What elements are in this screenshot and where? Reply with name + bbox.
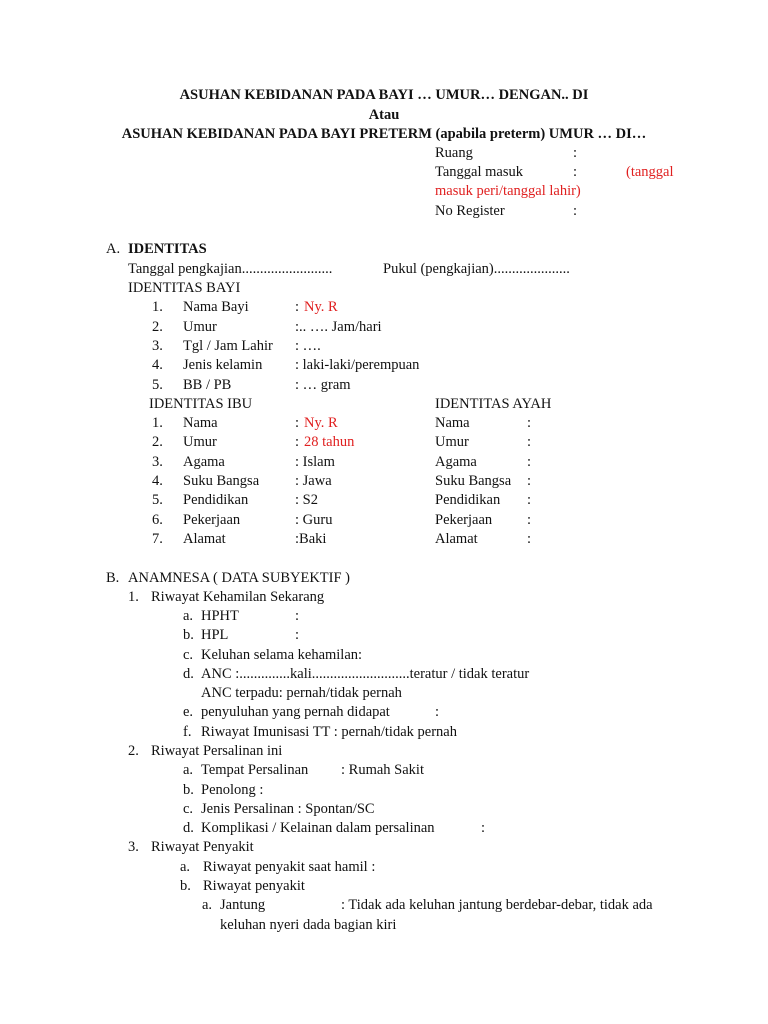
field-label: Pendidikan xyxy=(183,492,249,508)
document-subtitle: ASUHAN KEBIDANAN PADA BAYI PRETERM (apabila preterm) UMUR … DI… xyxy=(121,126,647,142)
ruang-colon: : xyxy=(573,145,578,161)
field-label: Pekerjaan xyxy=(435,512,493,528)
list-number: 2. xyxy=(152,434,163,450)
field-colon: : xyxy=(527,434,532,450)
suku-ibu-value: : Jawa xyxy=(295,473,332,489)
agama-ibu-value: : Islam xyxy=(295,454,335,470)
field-label: Pekerjaan xyxy=(183,512,241,528)
document-title: ASUHAN KEBIDANAN PADA BAYI … UMUR… DENGAN.. DI xyxy=(179,87,589,103)
section-b-title: ANAMNESA ( DATA SUBYEKTIF ) xyxy=(128,570,350,586)
riwayat-penyakit-title: Riwayat Penyakit xyxy=(151,839,254,855)
jantung-value-cont: keluhan nyeri dada bagian kiri xyxy=(220,917,397,933)
field-label: Umur xyxy=(183,434,217,450)
tanggal-pengkajian: Tanggal pengkajian......................... xyxy=(128,261,333,277)
field-colon: : xyxy=(295,627,300,643)
jantung-label: Jantung xyxy=(220,897,266,913)
list-letter: b. xyxy=(180,878,191,894)
field-label: Suku Bangsa xyxy=(435,473,512,489)
riwayat-kehamilan-title: Riwayat Kehamilan Sekarang xyxy=(151,589,325,605)
list-letter: e. xyxy=(183,704,194,720)
field-label: Pendidikan xyxy=(435,492,501,508)
title-separator: Atau xyxy=(368,107,400,123)
field-label: Suku Bangsa xyxy=(183,473,260,489)
list-number: 4. xyxy=(152,473,163,489)
list-letter: c. xyxy=(183,801,194,817)
jenis-persalinan-line: Jenis Persalinan : Spontan/SC xyxy=(201,801,375,817)
field-colon: : xyxy=(295,415,300,431)
field-label: Jenis kelamin xyxy=(183,357,263,373)
tempat-persalinan-value: : Rumah Sakit xyxy=(341,762,424,778)
jantung-value: : Tidak ada keluhan jantung berdebar-debar, tidak ada xyxy=(341,897,653,913)
field-colon: : xyxy=(435,704,440,720)
list-letter: a. xyxy=(180,859,191,875)
pukul-pengkajian: Pukul (pengkajian)..................... xyxy=(383,261,570,277)
list-number: 2. xyxy=(152,319,163,335)
list-letter: b. xyxy=(183,627,194,643)
tempat-persalinan-label: Tempat Persalinan xyxy=(201,762,309,778)
field-colon: : xyxy=(527,492,532,508)
field-colon: : xyxy=(295,608,300,624)
field-label: Nama Bayi xyxy=(183,299,249,315)
field-colon: : xyxy=(295,434,300,450)
list-number: 3. xyxy=(152,454,163,470)
field-label: Agama xyxy=(183,454,225,470)
hpl-label: HPL xyxy=(201,627,229,643)
field-label: Umur xyxy=(183,319,217,335)
no-register-colon: : xyxy=(573,203,578,219)
list-number: 3. xyxy=(128,839,139,855)
no-register-label: No Register xyxy=(435,203,505,219)
list-number: 5. xyxy=(152,492,163,508)
riwayat-penyakit-line: Riwayat penyakit xyxy=(203,878,305,894)
tanggal-masuk-note: (tanggal xyxy=(626,164,674,180)
field-colon: : xyxy=(527,531,532,547)
riwayat-persalinan-title: Riwayat Persalinan ini xyxy=(151,743,283,759)
field-label: Agama xyxy=(435,454,477,470)
identitas-ibu-heading: IDENTITAS IBU xyxy=(149,396,253,412)
list-letter: a. xyxy=(202,897,213,913)
umur-ibu-value: 28 tahun xyxy=(304,434,355,450)
komplikasi-line: Komplikasi / Kelainan dalam persalinan xyxy=(201,820,435,836)
ruang-label: Ruang xyxy=(435,145,473,161)
field-label: BB / PB xyxy=(183,377,232,393)
section-a-title: IDENTITAS xyxy=(128,241,207,257)
field-colon: : xyxy=(295,299,300,315)
list-number: 4. xyxy=(152,357,163,373)
list-number: 1. xyxy=(152,299,163,315)
field-label: Nama xyxy=(183,415,218,431)
list-letter: a. xyxy=(183,608,194,624)
field-label: Alamat xyxy=(183,531,226,547)
list-letter: c. xyxy=(183,647,194,663)
tanggal-masuk-colon: : xyxy=(573,164,578,180)
umur-bayi-value: :.. …. Jam/hari xyxy=(295,319,382,335)
field-colon: : xyxy=(481,820,486,836)
field-colon: : xyxy=(527,512,532,528)
list-letter: f. xyxy=(183,724,192,740)
tanggal-masuk-note-cont: masuk peri/tanggal lahir) xyxy=(435,183,581,199)
field-label: Alamat xyxy=(435,531,478,547)
bb-pb-value: : … gram xyxy=(295,377,351,393)
identitas-bayi-heading: IDENTITAS BAYI xyxy=(128,280,241,296)
tgl-lahir-value: : …. xyxy=(295,338,321,354)
list-letter: d. xyxy=(183,666,194,682)
nama-bayi-value: Ny. R xyxy=(304,299,338,315)
section-b-letter: B. xyxy=(106,570,120,586)
identitas-ayah-heading: IDENTITAS AYAH xyxy=(435,396,552,412)
list-number: 7. xyxy=(152,531,163,547)
field-label: Tgl / Jam Lahir xyxy=(183,338,273,354)
nama-ibu-value: Ny. R xyxy=(304,415,338,431)
penyakit-saat-hamil-line: Riwayat penyakit saat hamil : xyxy=(203,859,376,875)
section-a-letter: A. xyxy=(106,241,121,257)
list-number: 1. xyxy=(152,415,163,431)
hpht-label: HPHT xyxy=(201,608,239,624)
field-colon: : xyxy=(527,454,532,470)
alamat-ibu-value: :Baki xyxy=(295,531,327,547)
list-number: 3. xyxy=(152,338,163,354)
list-number: 6. xyxy=(152,512,163,528)
penolong-line: Penolong : xyxy=(201,782,264,798)
field-label: Umur xyxy=(435,434,469,450)
keluhan-kehamilan: Keluhan selama kehamilan: xyxy=(201,647,363,663)
jenis-kelamin-value: : laki-laki/perempuan xyxy=(295,357,420,373)
list-number: 5. xyxy=(152,377,163,393)
pendidikan-ibu-value: : S2 xyxy=(295,492,318,508)
anc-line: ANC :..............kali...........................teratur / tidak teratur xyxy=(201,666,530,682)
list-letter: b. xyxy=(183,782,194,798)
list-letter: d. xyxy=(183,820,194,836)
imunisasi-tt-line: Riwayat Imunisasi TT : pernah/tidak pernah xyxy=(201,724,457,740)
pekerjaan-ibu-value: : Guru xyxy=(295,512,333,528)
anc-terpadu-line: ANC terpadu: pernah/tidak pernah xyxy=(201,685,402,701)
list-number: 1. xyxy=(128,589,139,605)
list-letter: a. xyxy=(183,762,194,778)
field-label: Nama xyxy=(435,415,470,431)
list-number: 2. xyxy=(128,743,139,759)
field-colon: : xyxy=(527,473,532,489)
tanggal-masuk-label: Tanggal masuk xyxy=(435,164,523,180)
penyuluhan-line: penyuluhan yang pernah didapat xyxy=(201,704,390,720)
field-colon: : xyxy=(527,415,532,431)
